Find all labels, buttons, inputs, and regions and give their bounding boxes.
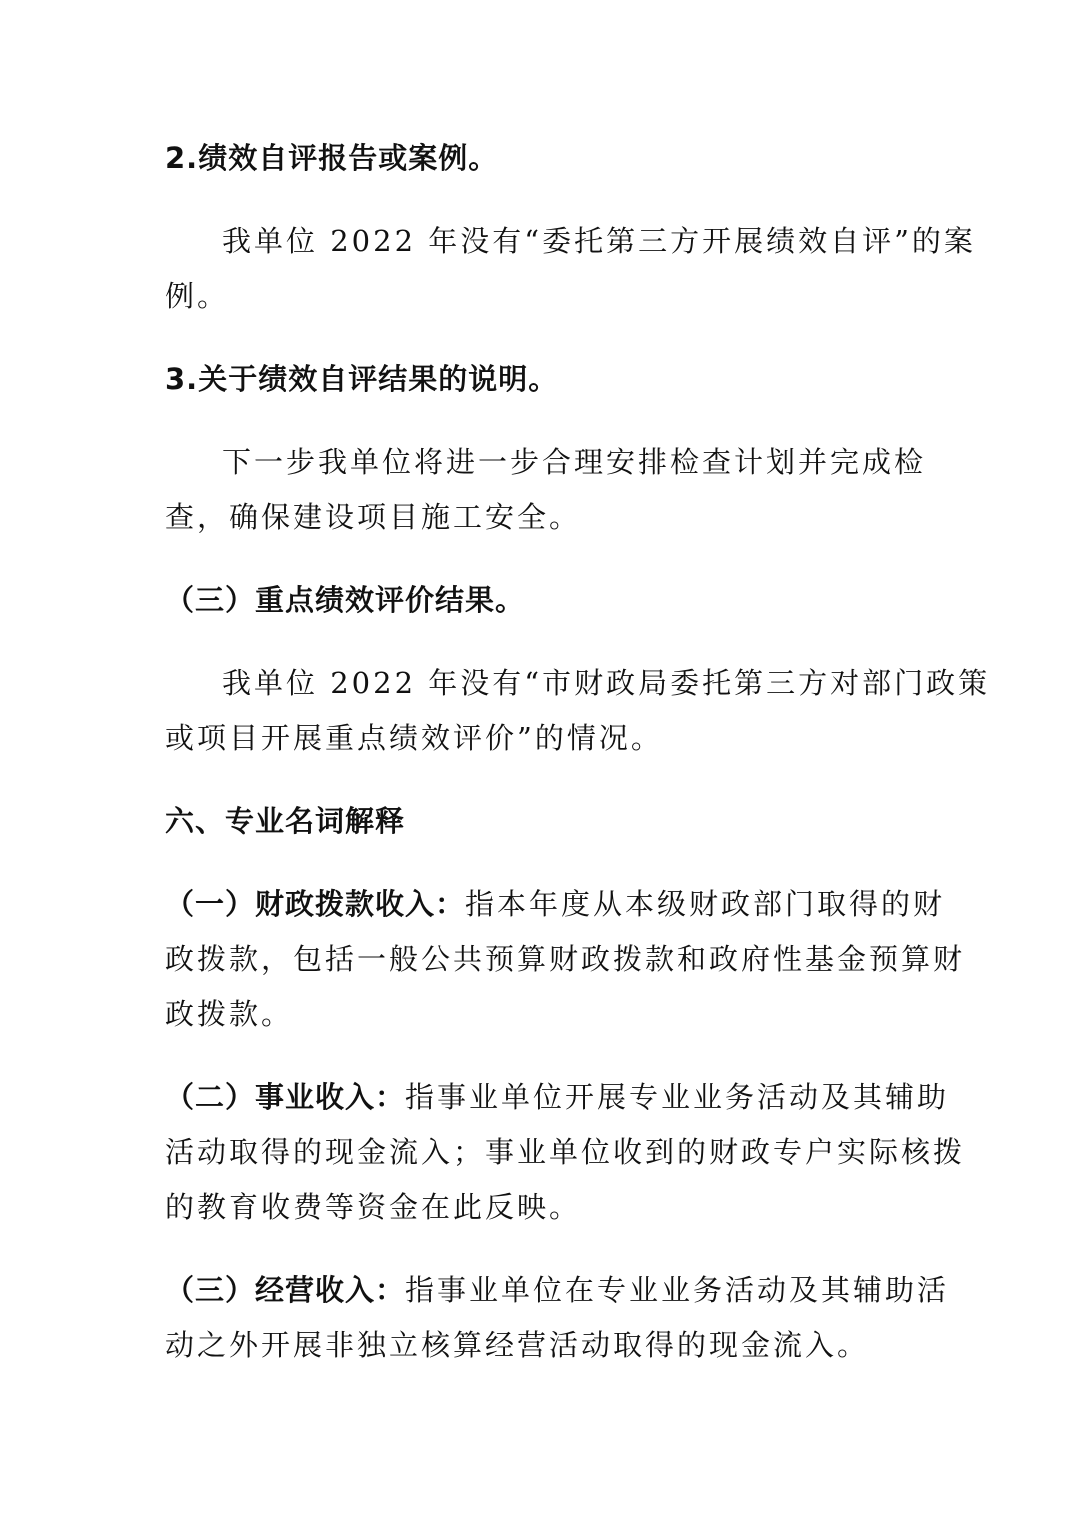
heading-key-evaluation-results: （三）重点绩效评价结果。 — [165, 583, 526, 617]
paragraph-line: 查，确保建设项目施工安全。 — [165, 500, 582, 534]
paragraph-line: 例。 — [165, 279, 230, 313]
heading-self-evaluation-report: 2.绩效自评报告或案例。 — [165, 141, 499, 175]
paragraph-line: 或项目开展重点绩效评价”的情况。 — [165, 721, 663, 755]
paragraph-line: 活动取得的现金流入；事业单位收到的财政专户实际核拨 — [165, 1135, 966, 1169]
paragraph-line: 的教育收费等资金在此反映。 — [165, 1190, 582, 1224]
paragraph-line: 我单位 2022 年没有“委托第三方开展绩效自评”的案 — [222, 224, 976, 258]
term-title: （二）事业收入： — [165, 1080, 406, 1114]
paragraph-line: 下一步我单位将进一步合理安排检查计划并完成检 — [222, 445, 927, 479]
term-fiscal-appropriation-line — [165, 884, 945, 924]
term-title: （三）经营收入： — [165, 1273, 406, 1307]
term-title: （一）财政拨款收入： — [165, 887, 466, 921]
paragraph-line: 动之外开展非独立核算经营活动取得的现金流入。 — [165, 1328, 870, 1362]
term-text: 指事业单位开展专业业务活动及其辅助 — [405, 1080, 950, 1114]
paragraph-line: 我单位 2022 年没有“市财政局委托第三方对部门政策 — [222, 666, 991, 700]
heading-self-evaluation-explanation: 3.关于绩效自评结果的说明。 — [165, 362, 559, 396]
paragraph-line: 政拨款。 — [165, 997, 294, 1031]
paragraph-line: 政拨款，包括一般公共预算财政拨款和政府性基金预算财 — [165, 942, 966, 976]
heading-terminology: 六、专业名词解释 — [165, 804, 406, 838]
term-text: 指本年度从本级财政部门取得的财 — [465, 887, 946, 921]
term-business-income-line — [165, 1077, 949, 1117]
term-operating-income-line — [165, 1270, 949, 1310]
term-text: 指事业单位在专业业务活动及其辅助活 — [405, 1273, 950, 1307]
